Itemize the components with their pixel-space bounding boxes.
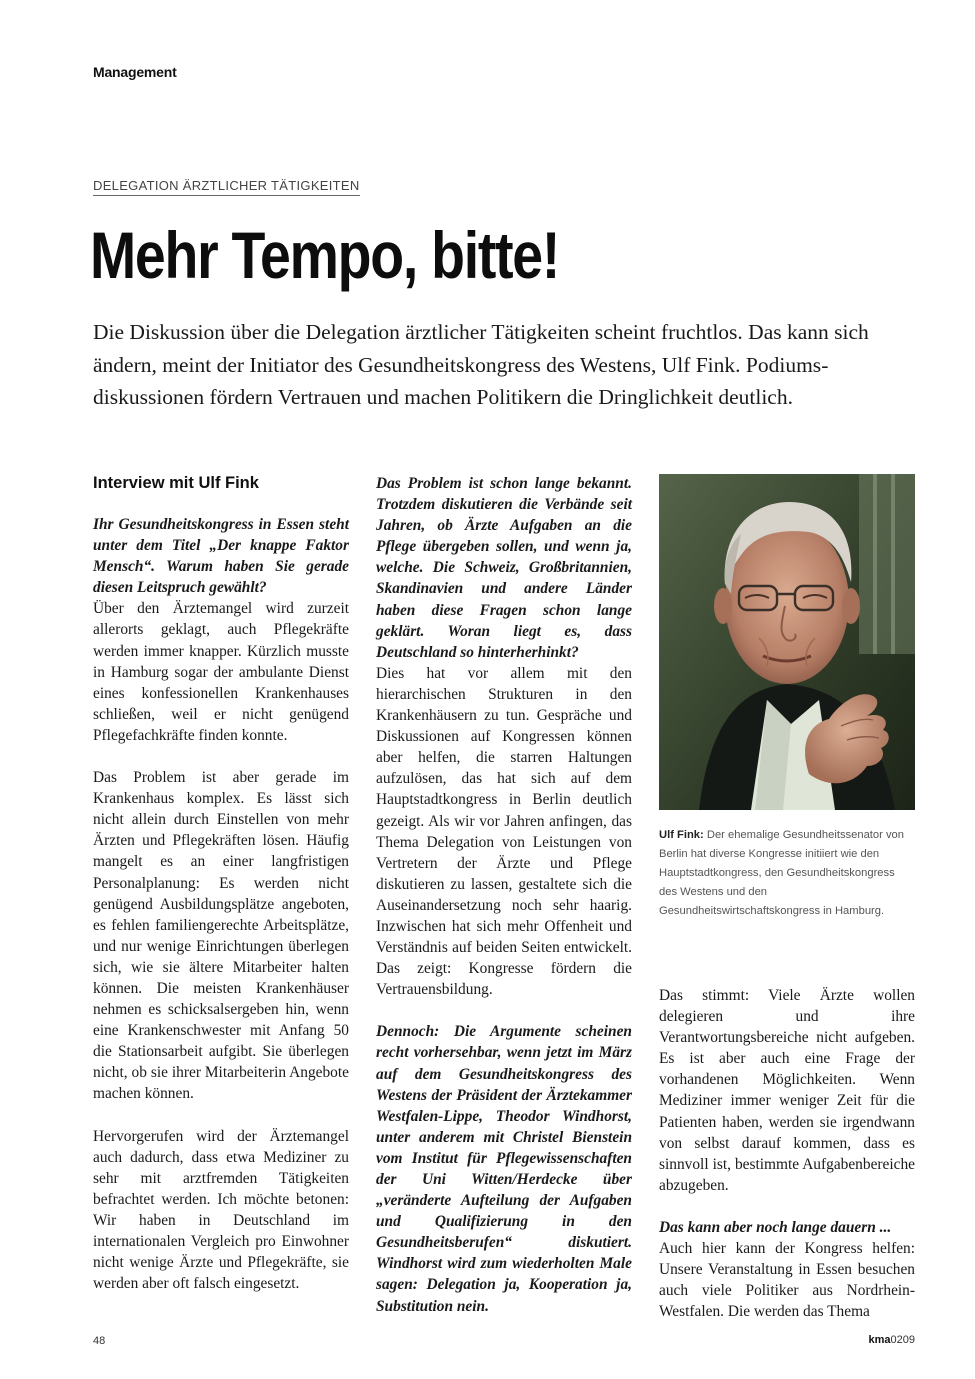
interview-answer: Hervorgerufen wird der Ärztemangel auch dadurch, dass etwa Mediziner zu sehr mit arztfremden Tätigkeiten befrachtet werden. Ich möchte betonen: Wir haben in Deutschland im internationalen Vergleich pro Einwohner nicht wenige Ärzte und Pflegekräfte, sie werden aber oft falsch eingesetzt. [93, 1127, 349, 1293]
photo-caption [659, 826, 915, 921]
interview-question: Das Problem ist schon lange bekannt. Trotzdem diskutieren die Verbände seit Jahren, ob Ärzte Aufgaben an die Pflege übergeben sollen, und wenn ja, welche. Die Schweiz, Großbritannien, Skandinavien und andere Länder haben diese Fragen schon lange geklärt. Woran liegt es, dass Deutschland so hinterherhinkt? [376, 475, 632, 661]
page-number: 48 [93, 1335, 106, 1347]
interview-answer: Das stimmt: Viele Ärzte wollen delegieren und ihre Verantwortungsbereiche nicht aufgeben. Es ist aber auch eine Frage der vorhandenen Möglichkeiten. Wenn Mediziner immer weniger Zeit für die Patienten haben, werden sie irgendwann von selbst darauf kommen, dass es sinnvoll ist, bestimmte Aufgabenbereiche abzugeben. [659, 987, 915, 1194]
article-kicker: DELEGATION ÄRZTLICHER TÄTIGKEITEN [93, 178, 360, 196]
text-column-1 [93, 514, 349, 1294]
issue-number: 0209 [890, 1334, 915, 1346]
interview-question: Das kann aber noch lange dauern ... [659, 1218, 892, 1236]
interview-answer: Das Problem ist aber gerade im Krankenhaus komplex. Es lässt sich nicht allein durch Einstellen von mehr Ärzten und Pflegekräften lösen. Häufig mangelt es an einer langfristigen Personalplanung: Es werden nicht genügend Ausbildungsplätze angeboten, es fehlen familiengerechte Arbeitsplätze, und nur wenige Einrichtungen überlegen sich, wie sie ältere Mitarbeiter halten können. Die meisten Krankenhäuser nehmen es schicksalsergeben hin, wenn eine Krankenschwester mit Anfang 50 die Stationsarbeit aufgibt. Sie überlegen nicht, ob sie ihrer Mitarbeiterin Angebote machen können. [93, 769, 349, 1103]
caption-name: Ulf Fink: [659, 829, 704, 841]
article-lead: Die Diskussion über die Delegation ärztlicher Tätigkeiten scheint fruchtlos. Das kann sich ändern, meint der Initiator des Gesundheitskongress des Westens, Ulf Fink. Podiumsdiskussionen fördern Vertrauen und machen Politikern die Dringlichkeit deutlich. [93, 320, 869, 409]
article-title: Mehr Tempo, bitte! [90, 218, 560, 292]
interview-answer: Auch hier kann der Kongress helfen: Unsere Veranstaltung in Essen besuchen auch viele Politiker aus Nordrhein-Westfalen. Die werden das Thema [659, 1240, 915, 1321]
brand-logo: kma [868, 1334, 891, 1346]
interview-subhead: Interview mit Ulf Fink [93, 474, 259, 492]
interview-answer: Über den Ärztemangel wird zurzeit allerorts geklagt, auch Pflegekräfte werden immer knapper. Kürzlich musste in Hamburg sogar der ambulante Dienst eines konfessionellen Krankenhauses schließen, weil er nicht genügend Pflegefachkräfte finden konnte. [93, 600, 349, 744]
text-column-2 [376, 473, 632, 1317]
portrait-illustration [659, 474, 915, 810]
caption-text: Der ehemalige Gesundheitssenator von Berlin hat diverse Kongresse initiiert wie den Hauptstadtkongress, den Gesundheitskongress des Westens und den Gesundheitswirtschaftskongress in Hamburg. [659, 829, 904, 917]
text-column-3 [659, 985, 915, 1322]
interview-answer: Dies hat vor allem mit den hierarchischen Strukturen in den Krankenhäusern zu tun. Gespräche und Diskussionen auf Kongressen können aber helfen, die starren Haltungen aufzulösen, das hat sich auf dem Hauptstadtkongress in Berlin deutlich gezeigt. Als wir vor Jahren anfingen, das Thema Delegation von Leistungen von Vertretern der Ärzte und Pflege diskutieren zu lassen, gestaltete sich die Auseinandersetzung noch sehr haarig. Inzwischen hat sich mehr Offenheit und Verständnis auf beiden Seiten entwickelt. Das zeigt: Kongresse fördern die Vertrauensbildung. [376, 664, 632, 999]
interview-question: Dennoch: Die Argumente scheinen recht vorhersehbar, wenn jetzt im März auf dem Gesundheitskongress des Westens der Präsident der Ärztekammer Westfalen-Lippe, Theodor Windhorst, unter anderem mit Christel Bienstein vom Institut für Pflegewissenschaften der Uni Witten/Herdecke über „veränderte Aufteilung der Aufgaben und Qualifizierung in den Gesundheitsberufen“ diskutiert. Windhorst wird zum wiederholten Male sagen: Delegation ja, Kooperation ja, Substitution nein. [376, 1023, 632, 1315]
footer-brand [868, 1334, 915, 1346]
portrait-photo [659, 474, 915, 810]
section-label: Management [93, 64, 177, 80]
interview-question: Ihr Gesundheitskongress in Essen steht unter dem Titel „Der knappe Faktor Mensch“. Warum haben Sie gerade diesen Leitspruch gewählt? [93, 516, 349, 597]
